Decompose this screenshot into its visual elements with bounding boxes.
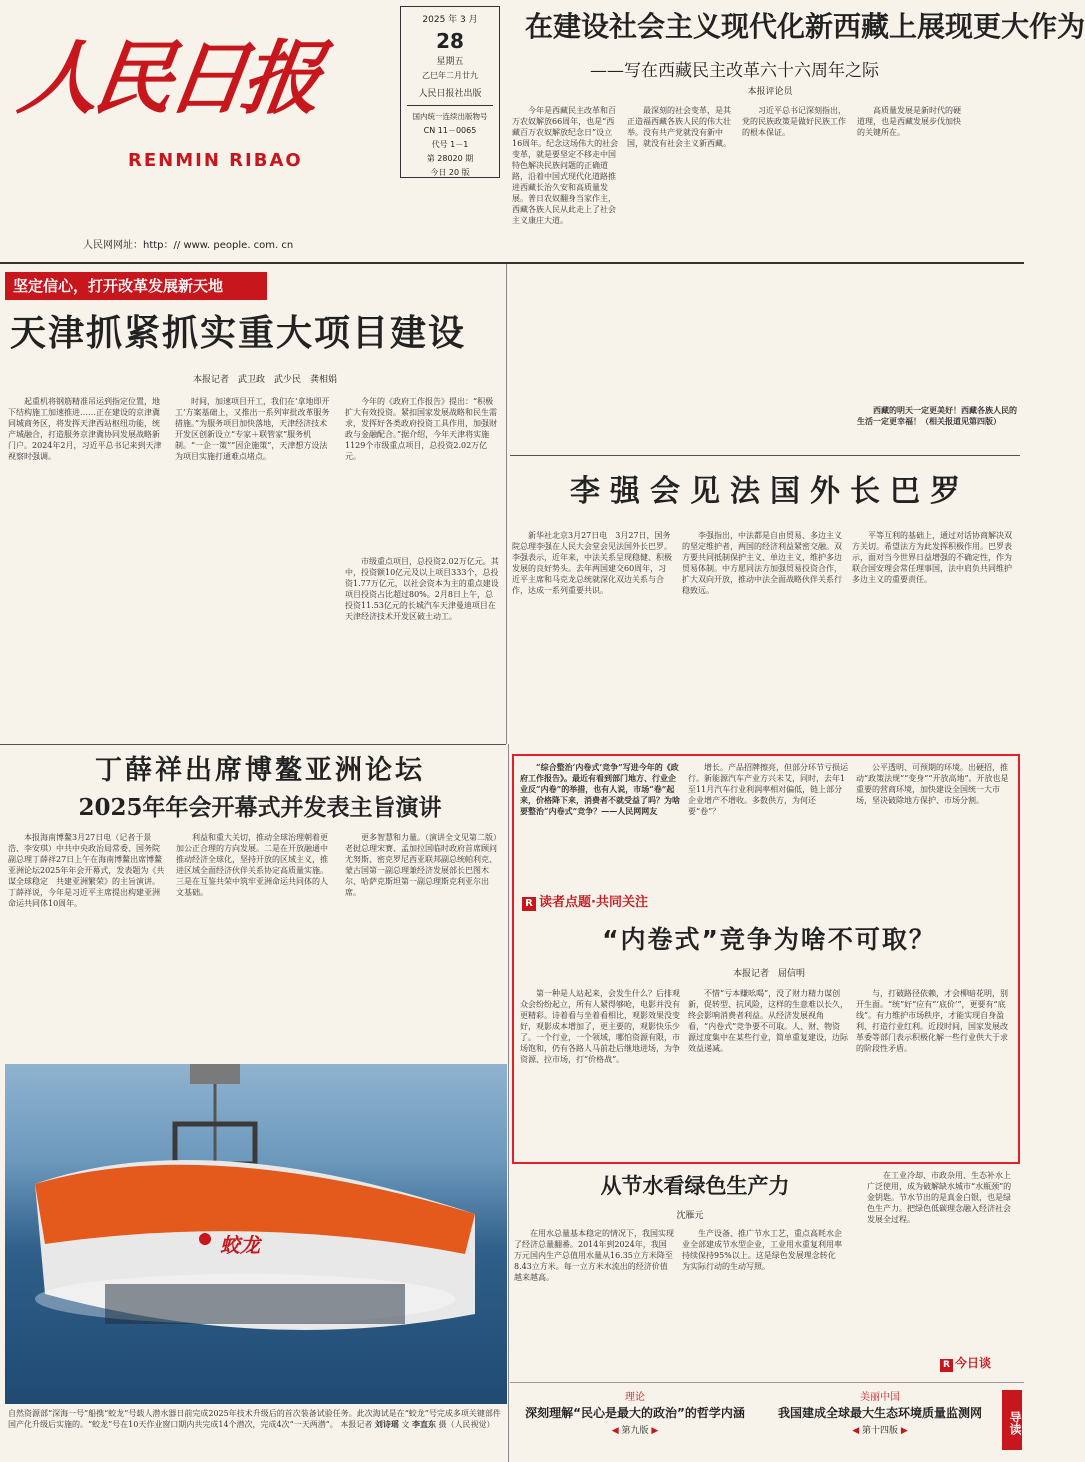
ding-article-title-line1: 丁薛祥出席博鳌亚洲论坛 (95, 755, 425, 786)
water-col-1: 在用水总量基本稳定的情况下，我国实现了经济总量翻番。2014年到2024年，我国万元国内生产总值用水量从16.35立方米降至8.43立方米。每一立方米水流出的经济价值越来越高。 (514, 1229, 674, 1282)
involution-tag: R 读者点题·共同关注 (522, 894, 648, 912)
involution-top-col-2: 公平透明、可预期的环境。出硬招，推动“政策法规”“变身”“开放高地”。开放也是重要的营商环境，加快建设全国统一大市场，坚决破除地方保护、市场分割。 (856, 763, 1009, 805)
ding-col-1: 本报海南博鳌3月27日电（记者于景浩、李安琪）中共中央政治局常委、国务院副总理丁薛祥27日上午在海南博鳌出席博鳌亚洲论坛2025年年会开幕式，发表题为《共谋全球稳定 共建亚洲繁荣》的主旨演讲。丁薛祥说，今年是习近平主席提出构建亚洲命运共同体10周年。 (8, 833, 165, 908)
liqiang-article-title: 李强会见法国外长巴罗 (570, 474, 970, 509)
ding-article-title-line2: 2025年年会开幕式并发表主旨演讲 (78, 794, 442, 821)
issue-publisher: 人民日报社出版 (418, 89, 482, 99)
issue-number: 第 28020 期 (426, 154, 474, 163)
right-arrow-icon: ▶ (900, 1426, 908, 1436)
photo-credit-photographer: 李直东 (412, 1419, 436, 1429)
issue-info-box (400, 6, 500, 178)
tianjin-article-title: 天津抓紧抓实重大项目建设 (10, 313, 467, 354)
lead-col-2: 最深刻的社会变革，是其正造福西藏各族人民的伟大壮举。没有共产党就没有新中国，就没有社会主义新西藏。 (627, 106, 731, 148)
right-arrow-icon: ▶ (651, 1426, 659, 1436)
lead-article-subtitle: ——写在西藏民主改革六十六周年之际 (590, 61, 879, 81)
footer-right-title[interactable]: 我国建成全球最大生态环境质量监测网 (777, 1406, 982, 1420)
involution-byline: 本报记者 屈信明 (732, 969, 805, 979)
issue-weekday: 星期五 (436, 57, 464, 67)
reader-badge-icon: R (522, 897, 536, 911)
lead-col-1: 今年是西藏民主改革和百万农奴解放66周年，也是“西藏百万农奴解放纪念日”设立16周年。纪念这场伟大的社会变革，就是要坚定不移走中国特色解决民族问题的正确道路，沿着中国式现代化道路推进西藏长治久安和高质量发展。普日农奴翻身当家作主，西藏各族人民从此走上了社会主义康庄大道。 (512, 106, 619, 225)
photo-credit-suffix: 文 (401, 1420, 410, 1429)
photo-credit-prefix: 本报记者 (340, 1420, 373, 1429)
masthead (0, 0, 395, 260)
tianjin-col-3: 今年的《政府工作报告》提出：“积极扩大有效投资。紧扣国家发展战略和民生需求，发挥好各类政府投资工具作用，加强财政与金融配合。”据介绍，今年天津将实施1129个市级重点项目，总投资2.02万亿元。 (345, 397, 497, 461)
submersible-name: 蛟龙 (220, 1233, 260, 1257)
issue-pages: 今日 20 版 (430, 168, 470, 177)
footer-right-category: 美丽中国 (860, 1392, 900, 1403)
liqiang-col-3: 平等互利的基础上，通过对话协商解决双方关切。希望法方为此发挥积极作用。巴罗表示，面对当今世界日益增强的不确定性，作为联合国安理会常任理事国，法中肩负共同维护多边主义的重要责任。 (852, 531, 1012, 584)
tianjin-col-2: 时间，加速项目开工，我们在‘拿地即开工’方案基础上，又推出一系列审批改革服务措施。”为服务项目加快落地，天津经济技术开发区创新设立“专家＋联管家”服务机制。“一企一策”“因企施策”，天津想方设法为项目实施打通难点堵点。 (175, 397, 330, 461)
water-article-byline: 沈雁元 (676, 1211, 704, 1221)
issue-lunar: 乙巳年二月廿九 (422, 71, 478, 80)
liqiang-col-2: 李强指出，中法都是自由贸易、多边主义的坚定维护者，两国的经济利益紧密交融。双方要共同抵制保护主义、单边主义，维护多边贸易体制。中方愿同法方加强贸易投资合作，扩大双向开放，推动中法全面战略伙伴关系行稳致远。 (682, 531, 842, 595)
water-col-2: 生产设备、推广节水工艺，重点高耗水企业全部建成节水型企业，工业用水重复利用率持续保持95%以上。这是绿色发展理念转化为实际行动的生动写照。 (682, 1229, 842, 1271)
lead-article-title: 在建设社会主义现代化新西藏上展现更大作为 (525, 10, 1085, 43)
lead-col-3: 习近平总书记深刻指出，党的民族政策是做好民族工作的根本保证。 (742, 106, 846, 137)
today-badge-icon: R (940, 1359, 953, 1372)
footer-left-page[interactable]: 第九版 (621, 1426, 649, 1436)
involution-top-col-1: 增长。产品招牌擦亮，但部分环节亏损运行。新能源汽车产业方兴未艾，同时，去年1至11月汽车行业利润率相对偏低，链上部分企业增产不增收。多数供方，为何还要“卷”？ (688, 763, 848, 816)
lead-col-5: 西藏的明天一定更美好！西藏各族人民的生活一定更幸福！（相关报道见第四版） (857, 405, 1017, 426)
masthead-logo: 人民日报 (13, 31, 323, 125)
photo-caption: 自然资源部“深海一号”船携“蛟龙”号载人潜水器日前完成2025年技术升级后的首次装备试验任务。此次海试是在“蛟龙”号完成多项关键部件国产化升级后实施的。“蛟龙”号在10天作业窗口期内共完成14个潜次，完成4次“一天两潜”。 本报记者 刘诗瑶 文 李直东 摄（人民视觉） (8, 1409, 501, 1429)
footer-left-title[interactable]: 深刻理解“民心是最大的政治”的哲学内涵 (525, 1406, 745, 1420)
footer-right-teaser[interactable] (760, 1388, 1000, 1454)
involution-article[interactable] (512, 754, 1020, 1164)
involution-col-1: 第一种是人站起来，会发生什么？后排观众会纷纷起立，所有人紧得够呛，电影并没有更精彩。诗着看与坐着看相比，观影效果没变好，观影成本增加了，更主要的，观影快乐少了。一个行业，一个领域，哪怕资源有限，市场饱和，仍有各路人马前赴后继地进场，为争资源、拉市场，打“价格战”。 (520, 989, 680, 1064)
footer-left-teaser[interactable] (520, 1388, 750, 1454)
guide-label: 导读 (1002, 1390, 1022, 1450)
water-col-3: 在工业冷却、市政杂用、生态补水上广泛使用，成为破解缺水城市“水瓶颈”的金钥匙。节水节出的是真金白银，也是绿色生产力。把绿色低碳理念融入经济社会发展全过程。 (867, 1171, 1012, 1224)
footer-left-category: 理论 (625, 1392, 645, 1403)
issue-serial-label: 国内统一连续出版物号 (412, 112, 488, 121)
involution-title: “内卷式”竞争为啥不可取？ (602, 925, 936, 954)
issue-cn: CN 11－0065 (423, 126, 477, 135)
photo-credit-reporter: 刘诗瑶 (374, 1419, 399, 1429)
issue-year-month: 2025 年 3 月 (422, 15, 478, 25)
involution-col-2: 不惜“亏本赚吆喝”，没了财力精力谋创新，促转型、抗风险，这样的生意难以长久，终会影响消费者利益。从经济发展视角看，“内卷式”竞争要不可取。人、财、物资源过度集中在某些行业，简单重复建设，边际效益递减。 (688, 989, 848, 1053)
water-article-title: 从节水看绿色生产力 (600, 1174, 790, 1198)
involution-col-3: 与，打破路径依赖，才会柳暗花明，别开生面。“统”好“应有”‘底价’”，更要有“底线”。有力维护市场秩序，才能实现自身盈利、打造行业红利。近段时间，国家发展改革委等部门表示积极化解一些行业供大于求的阶段性矛盾。 (856, 989, 1008, 1053)
lead-col-4: 高质量发展是新时代的硬道理，也是西藏发展步伐加快的关键所在。 (857, 106, 961, 137)
submersible-photo (5, 1064, 507, 1404)
involution-quote: “综合整治‘内卷式’竞争”写进今年的《政府工作报告》。最近有看到部门地方、行业企业反“内卷”的举措，也有人说，市场“卷”起来，价格降下来，消费者不就受益了吗？为啥要整治“内卷式”竞争？——人民网网友 (520, 762, 680, 816)
issue-day: 28 (436, 29, 464, 53)
today-tag: R 今日谈 (940, 1354, 991, 1372)
masthead-pinyin: RENMIN RIBAO (128, 150, 303, 171)
ding-col-2: 利益和重大关切，推动全球治理朝着更加公正合理的方向发展。二是在开放融通中推动经济全球化，坚持开放的区域主义，推进区域全面经济伙伴关系协定高质量实施。三是在互鉴共荣中筑牢亚洲命运共同体的人文基础。 (176, 833, 328, 897)
liqiang-col-1: 新华社北京3月27日电 3月27日，国务院总理李强在人民大会堂会见法国外长巴罗。李强表示，近年来，中法关系呈现稳健、积极发展的良好势头。去年两国建交60周年，习近平主席和马克龙总统就深化双边关系与合作，达成一系列重要共识。 (512, 531, 672, 595)
section-banner: 坚定信心，打开改革发展新天地 (5, 272, 267, 300)
ding-col-3: 更多智慧和力量。（演讲全文见第二版）老挝总理宋赛、孟加拉国临时政府首席顾问尤努斯、密克罗尼西亚联邦副总统帕利克、蒙古国第一副总理兼经济发展部长巴图木尔、哈萨克斯坦第一副总理斯克利亚尔出席。 (345, 833, 501, 897)
lead-article-byline: 本报评论员 (747, 87, 793, 97)
left-arrow-icon: ◀ (611, 1426, 619, 1436)
tianjin-article-byline: 本报记者 武卫政 武少民 龚相娟 (192, 375, 337, 385)
tianjin-col-4: 市级重点项目，总投资2.02万亿元。其中，投资额10亿元及以上项目333个，总投资1.77万亿元，以社会资本为主的重点建设项目投资占比超过80%。2月8日上午，总投资11.53亿元的长城汽车天津曼迪项目在天津经济技术开发区破土动工。 (345, 557, 499, 621)
photo-credit-end: 摄（人民视觉） (438, 1420, 495, 1429)
website-link[interactable]: 人民网网址：http：// www. people. com. cn (83, 240, 294, 251)
footer-right-page[interactable]: 第十四版 (861, 1426, 898, 1436)
issue-code: 代号 1－1 (431, 140, 469, 149)
left-arrow-icon: ◀ (852, 1426, 860, 1436)
tianjin-col-1: 起重机将钢筋精准吊运到指定位置，地下结构施工加速推进……正在建设的京津冀同城商务区，将发挥天津西站枢纽功能，统产城融合，打造服务京津冀协同发展战略新门户。2024年2月，习近平总书记来到天津视察时强调。 (8, 397, 162, 461)
